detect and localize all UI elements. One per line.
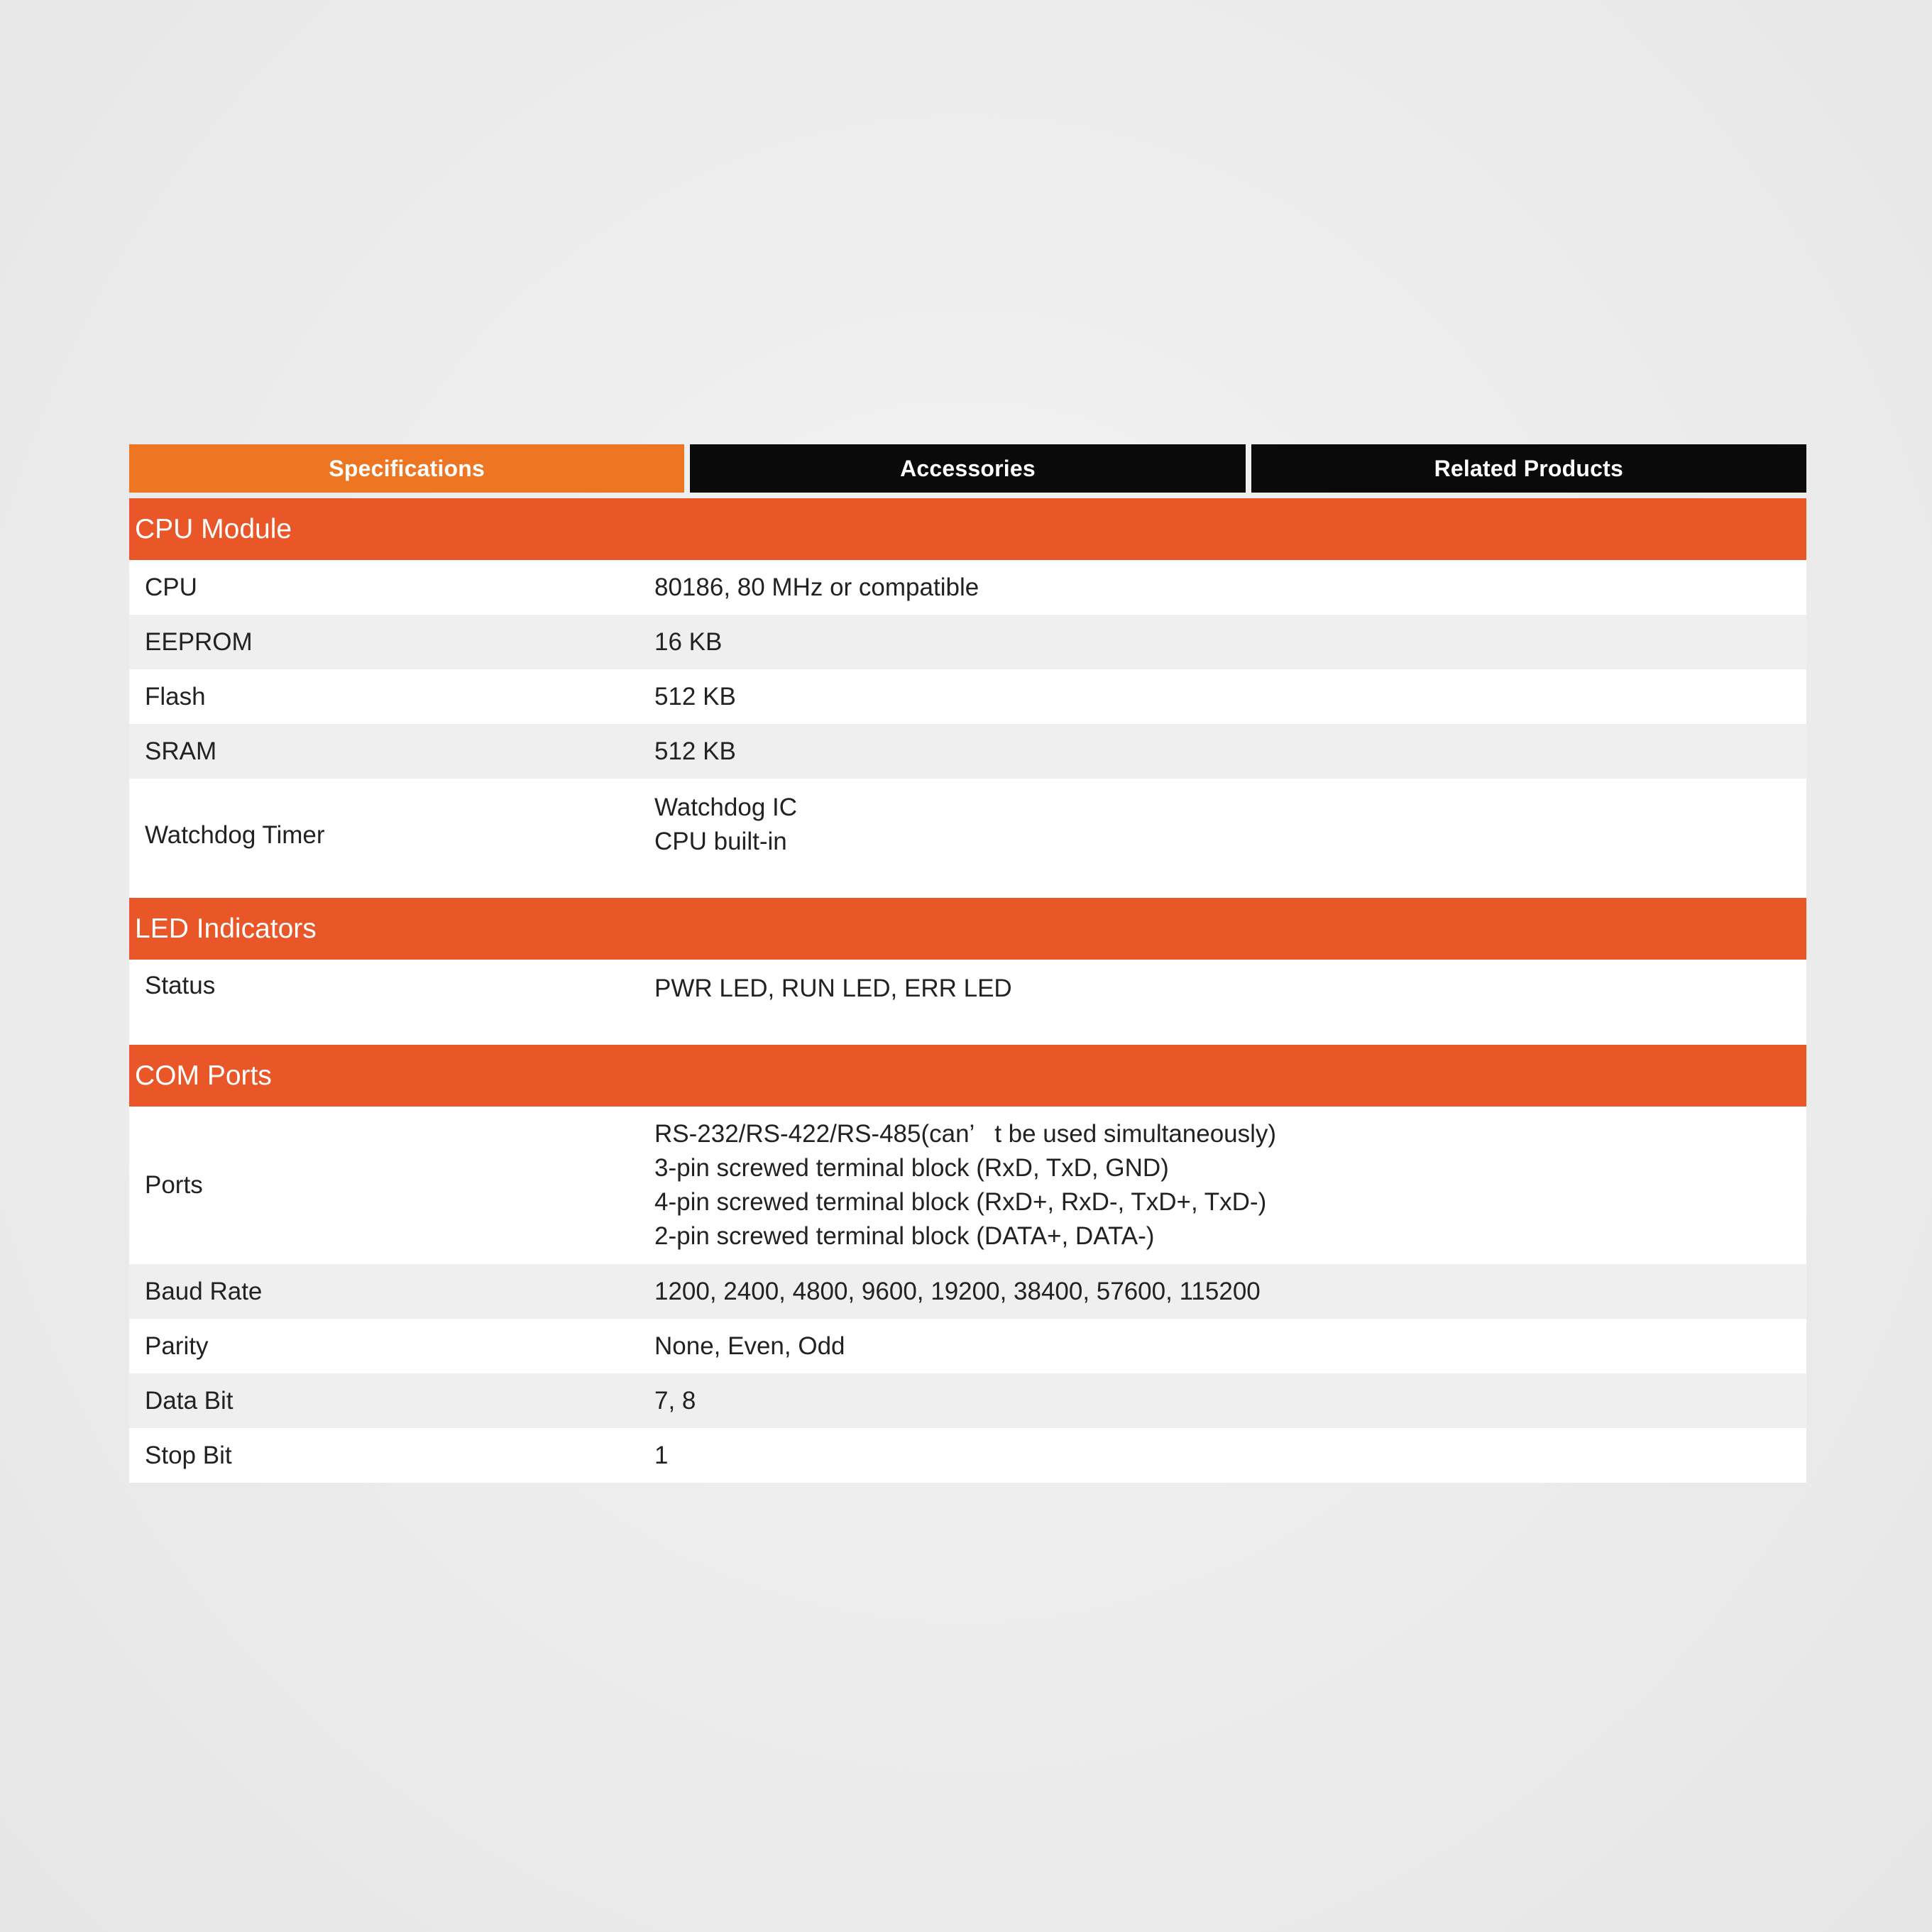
row-value: 512 KB: [654, 682, 736, 710]
table-row: [129, 1264, 1806, 1319]
row-value: RS-232/RS-422/RS-485(can’ t be used simultaneously) 3-pin screwed terminal block (RxD, TxD, GND) 4-pin screwed terminal block (RxD+, RxD-, TxD+, TxD-) 2-pin screwed terminal block (DATA+, DATA-): [654, 1120, 1277, 1250]
row-value: Watchdog IC CPU built-in: [654, 794, 798, 855]
table-row: [129, 669, 1806, 724]
row-label: EEPROM: [145, 627, 253, 656]
tab-bar: [129, 444, 1806, 493]
spec-panel: [129, 444, 1806, 1483]
tab-related-products[interactable]: Related Products: [1251, 444, 1806, 493]
row-label: SRAM: [145, 737, 217, 765]
tab-specifications[interactable]: Specifications: [129, 444, 684, 493]
table-row: [129, 1428, 1806, 1483]
table-row: [129, 960, 1806, 1045]
row-label: Data Bit: [145, 1386, 234, 1415]
row-value: 80186, 80 MHz or compatible: [654, 573, 979, 601]
row-value: 16 KB: [654, 627, 723, 656]
spec-table: [129, 498, 1806, 1483]
row-label: Status: [145, 972, 216, 999]
row-value: 1200, 2400, 4800, 9600, 19200, 38400, 57600, 115200: [654, 1277, 1261, 1305]
table-row: [129, 1107, 1806, 1264]
row-label: Watchdog Timer: [145, 821, 325, 849]
table-row: [129, 1319, 1806, 1373]
row-value: PWR LED, RUN LED, ERR LED: [654, 975, 1012, 1002]
table-row: [129, 615, 1806, 669]
row-label: Ports: [145, 1171, 203, 1199]
row-value: None, Even, Odd: [654, 1332, 845, 1360]
row-label: Parity: [145, 1332, 209, 1360]
row-value: 7, 8: [654, 1386, 696, 1415]
table-row: [129, 724, 1806, 779]
tab-accessories[interactable]: Accessories: [690, 444, 1245, 493]
row-label: Baud Rate: [145, 1277, 263, 1305]
row-label: CPU: [145, 573, 197, 601]
table-row: [129, 1373, 1806, 1428]
section-header-led-indicators: LED Indicators: [129, 898, 1806, 960]
section-header-com-ports: COM Ports: [129, 1045, 1806, 1107]
row-value: 512 KB: [654, 737, 736, 765]
section-header-cpu-module: CPU Module: [129, 498, 1806, 560]
row-value: 1: [654, 1441, 669, 1469]
table-row: [129, 779, 1806, 898]
row-label: Flash: [145, 682, 206, 710]
row-label: Stop Bit: [145, 1441, 232, 1469]
table-row: [129, 560, 1806, 615]
